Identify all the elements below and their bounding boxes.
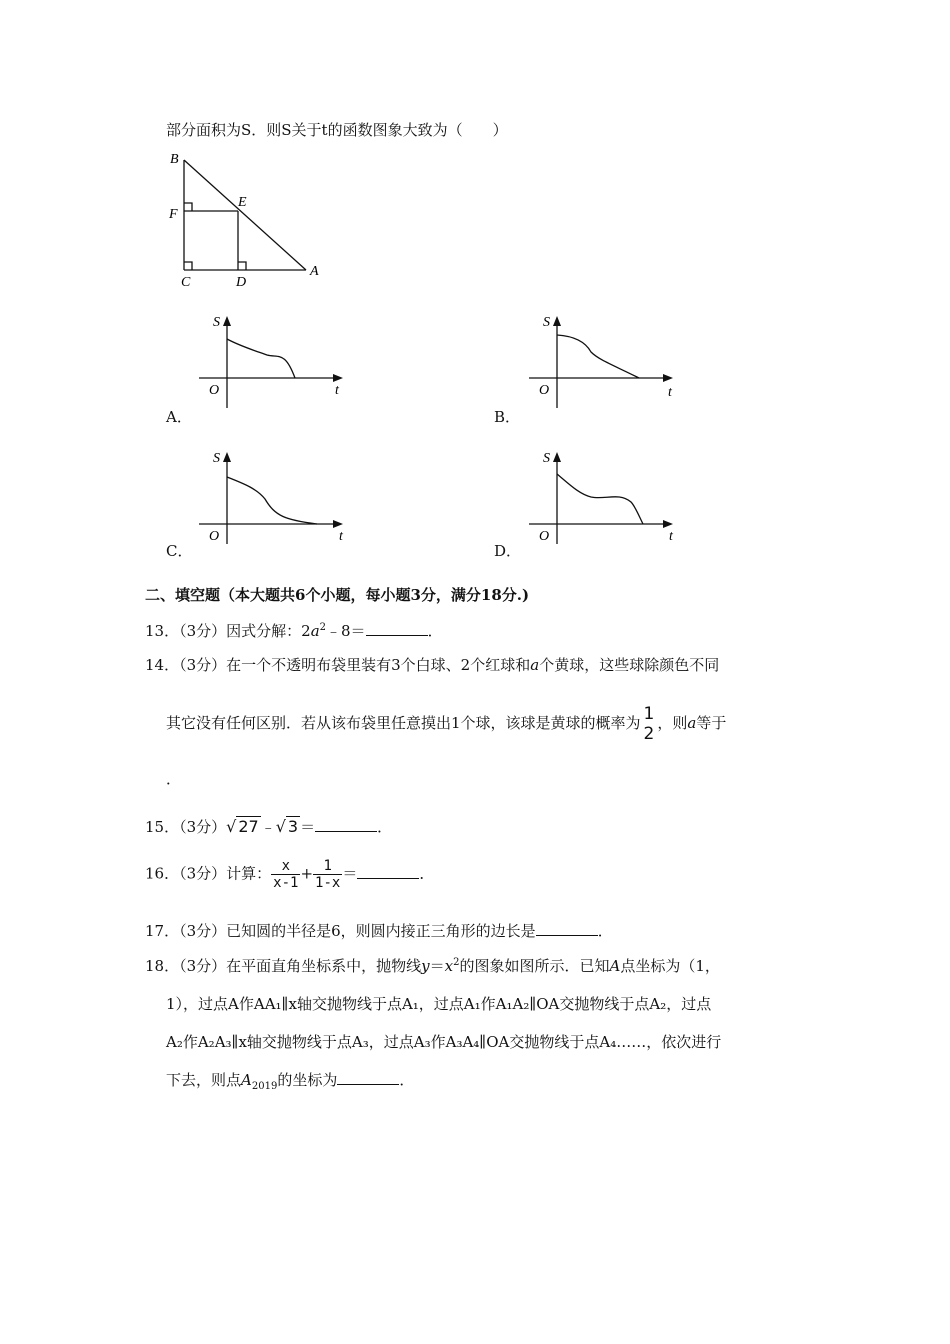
option-d-label: D． [494, 542, 522, 560]
q18-eq: ＝ [429, 957, 445, 975]
q13-number: 13． [145, 622, 180, 640]
q14-frac-num: 1 [643, 704, 655, 724]
graph-option-d [525, 444, 685, 544]
question-18-line1 [145, 955, 720, 976]
option-c-label: C． [166, 542, 193, 560]
question-17 [145, 920, 613, 941]
q15-sqrt-1: √ 27 [226, 817, 259, 836]
q18-end: ． [399, 1071, 415, 1089]
axis-o-d: O [539, 529, 550, 544]
q16-f1-num: x [271, 858, 300, 875]
axis-s-b: S [543, 315, 550, 330]
q15-score: （3分） [179, 818, 227, 836]
axis-s-d: S [543, 451, 550, 466]
question-16 [145, 858, 434, 891]
q18-number: 18． [145, 957, 180, 975]
axis-s-c: S [213, 451, 220, 466]
q18-sub: 2019 [251, 1081, 278, 1092]
q15-minus: ﹣ [260, 818, 276, 836]
q13-text-after: ﹣8＝ [326, 622, 366, 640]
q14-end: ． [166, 770, 182, 788]
q18-text-b: 的图象如图所示．已知 [459, 957, 610, 975]
section-2-header: 二、填空题（本大题共6个小题，每小题3分，满分18分.) [145, 586, 530, 604]
q16-f1-den: x-1 [273, 875, 299, 891]
q14-text-a: 在一个不透明布袋里装有3个白球、2个红球和 [226, 656, 531, 674]
label-c: C [181, 275, 191, 290]
q17-answer-blank[interactable] [536, 921, 598, 936]
axis-t-d: t [669, 529, 673, 544]
q16-fraction-2 [313, 858, 342, 891]
q14-score: （3分） [179, 656, 227, 674]
q15-radicand-2: 3 [287, 817, 299, 836]
axis-t-b: t [668, 385, 672, 400]
q14-text-d: ，则 [657, 714, 688, 732]
q18-text-d: 下去，则点 [166, 1071, 242, 1089]
graph-option-a [195, 308, 355, 408]
question-18-line3: A₂作A₂A₃∥x轴交抛物线于点A₃，过点A₃作A₃A₄∥OA交抛物线于点A₄……，依次进行 [166, 1033, 722, 1051]
q15-answer-blank[interactable] [315, 817, 377, 832]
question-14-line2 [166, 704, 726, 744]
q17-end: ． [597, 922, 613, 940]
q16-label: 计算： [226, 864, 272, 883]
q15-eq: ＝ [300, 818, 316, 836]
q17-text: 已知圆的半径是6，则圆内接正三角形的边长是 [226, 922, 536, 940]
question-15 [145, 816, 392, 837]
q18-text-a: 在平面直角坐标系中，抛物线 [226, 957, 422, 975]
label-e: E [238, 195, 247, 210]
q16-score: （3分） [179, 864, 227, 883]
q15-number: 15． [145, 818, 180, 836]
graph-option-c [195, 444, 355, 544]
question-18-line2: 1），过点A作AA₁∥x轴交抛物线于点A₁，过点A₁作A₁A₂∥OA交抛物线于点A₂，过点 [166, 995, 712, 1013]
q14-text-b: 个黄球，这些球除颜色不同 [539, 656, 720, 674]
q17-number: 17． [145, 922, 180, 940]
q16-answer-blank[interactable] [357, 864, 419, 879]
q14-var-2: a [687, 714, 697, 732]
q14-var: a [530, 656, 540, 674]
q18-point-a: A [609, 957, 621, 975]
option-b-label: B． [494, 408, 521, 426]
label-d: D [236, 275, 247, 290]
q13-exp: 2 [319, 622, 327, 633]
q16-eq: ＝ [342, 864, 358, 883]
q15-end: ． [377, 818, 393, 836]
q18-exp: 2 [453, 957, 460, 968]
question-14-line1 [145, 654, 719, 675]
q13-text: 因式分解：2 [226, 622, 311, 640]
q16-f2-num: 1 [313, 858, 342, 875]
axis-o-b: O [539, 383, 550, 398]
triangle-figure [160, 148, 330, 293]
label-b: B [170, 152, 179, 167]
q15-sqrt-2: √ 3 [275, 817, 299, 836]
q14-text-e: 等于 [696, 714, 727, 732]
q13-end: ． [427, 622, 443, 640]
axis-t-c: t [339, 529, 343, 544]
q18-x: x [444, 957, 454, 975]
q15-radicand-1: 27 [238, 817, 259, 836]
q14-fraction [642, 704, 657, 744]
axis-t-a: t [335, 383, 339, 398]
q16-number: 16． [145, 864, 180, 883]
option-a-label: A． [166, 408, 192, 426]
graph-option-b [525, 308, 685, 408]
q16-end: ． [419, 864, 435, 883]
q14-frac-den: 2 [643, 724, 655, 744]
q18-point-a2019: A [241, 1071, 252, 1089]
label-a: A [310, 264, 319, 279]
q14-number: 14． [145, 656, 180, 674]
q13-score: （3分） [179, 622, 227, 640]
q14-text-c: 其它没有任何区别．若从该布袋里任意摸出1个球，该球是黄球的概率为 [166, 714, 641, 732]
axis-o-a: O [209, 383, 220, 398]
q18-text-e: 的坐标为 [277, 1071, 338, 1089]
question-18-line4 [166, 1069, 414, 1092]
q13-var: a [310, 622, 320, 640]
q17-score: （3分） [179, 922, 227, 940]
q16-fraction-1 [271, 858, 300, 891]
q16-f2-den: 1-x [315, 875, 341, 891]
q12-tail-text: 部分面积为S．则S关于t的函数图象大致为（ ） [166, 121, 508, 139]
axis-o-c: O [209, 529, 220, 544]
q13-answer-blank[interactable] [366, 621, 428, 636]
label-f: F [169, 207, 178, 222]
axis-s-a: S [213, 315, 220, 330]
q18-answer-blank[interactable] [337, 1070, 399, 1085]
q18-y: y [421, 957, 430, 975]
q18-text-c: 点坐标为（1， [620, 957, 720, 975]
q18-score: （3分） [179, 957, 227, 975]
question-13 [145, 620, 443, 641]
q16-plus: + [300, 864, 314, 883]
